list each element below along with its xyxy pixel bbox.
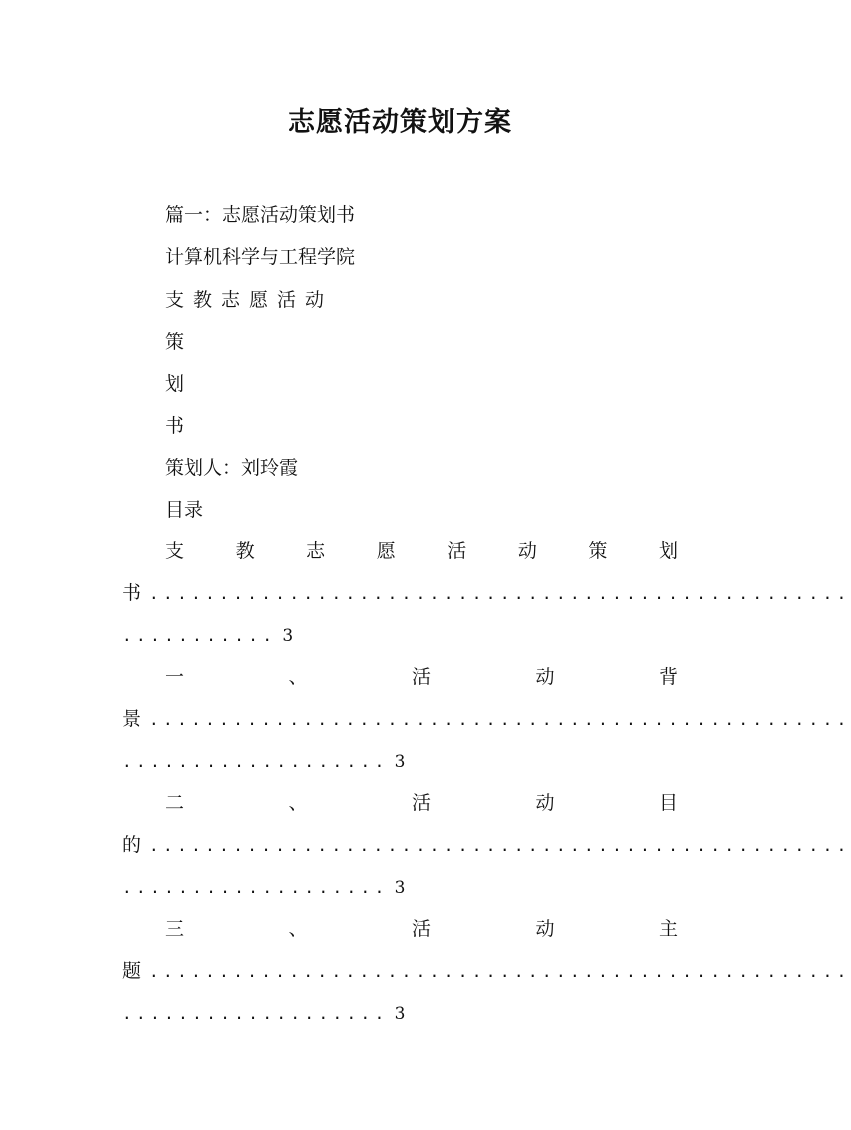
toc-char: 二 bbox=[165, 792, 185, 814]
toc-entry-continuation bbox=[122, 875, 405, 900]
toc-tail-char: 的 bbox=[122, 834, 142, 856]
toc-entry-continuation bbox=[122, 1001, 405, 1026]
toc-dot-leader: ................... bbox=[122, 878, 389, 897]
planner-line: 策划人：刘玲霞 bbox=[165, 457, 299, 479]
toc-dot-leader: .................................................. bbox=[149, 584, 851, 603]
toc-entry-leader bbox=[122, 959, 851, 984]
toc-char: 、 bbox=[288, 666, 308, 688]
subtitle-line: 篇一：志愿活动策划书 bbox=[165, 204, 356, 226]
toc-page-number: 3 bbox=[394, 878, 406, 898]
toc-char: 愿 bbox=[376, 540, 396, 562]
toc-tail-char: 书 bbox=[122, 582, 142, 604]
toc-char: 主 bbox=[658, 918, 678, 940]
toc-char: 动 bbox=[535, 666, 555, 688]
toc-char: 策 bbox=[588, 540, 608, 562]
toc-dot-leader: ................... bbox=[122, 752, 389, 771]
toc-char: 划 bbox=[658, 540, 678, 562]
toc-char: 动 bbox=[517, 540, 537, 562]
toc-dot-leader: .................................................. bbox=[149, 962, 851, 981]
toc-char: 三 bbox=[165, 918, 185, 940]
toc-dot-leader: ................... bbox=[122, 1004, 389, 1023]
toc-char: 、 bbox=[288, 792, 308, 814]
toc-char: 志 bbox=[306, 540, 326, 562]
toc-page-number: 3 bbox=[282, 626, 294, 646]
vertical-char-2: 划 bbox=[165, 373, 185, 395]
toc-char: 活 bbox=[411, 792, 431, 814]
toc-entry-head bbox=[165, 917, 678, 941]
toc-page-number: 3 bbox=[394, 752, 406, 772]
vertical-char-1: 策 bbox=[165, 331, 185, 353]
toc-entry-head bbox=[165, 791, 678, 815]
toc-tail-char: 景 bbox=[122, 708, 142, 730]
toc-entry-continuation bbox=[122, 749, 405, 774]
toc-char: 活 bbox=[447, 540, 467, 562]
toc-tail-char: 题 bbox=[122, 960, 142, 982]
vertical-char-3: 书 bbox=[165, 415, 185, 437]
school-line: 计算机科学与工程学院 bbox=[165, 246, 356, 268]
toc-char: 、 bbox=[288, 918, 308, 940]
toc-char: 目 bbox=[658, 792, 678, 814]
activity-line: 支教志愿活动 bbox=[165, 289, 334, 311]
toc-page-number: 3 bbox=[394, 1004, 406, 1024]
toc-char: 活 bbox=[411, 918, 431, 940]
toc-char: 支 bbox=[165, 540, 185, 562]
toc-entry-leader bbox=[122, 581, 851, 606]
toc-char: 动 bbox=[535, 792, 555, 814]
toc-dot-leader: .................................................. bbox=[149, 710, 851, 729]
toc-heading: 目录 bbox=[165, 499, 204, 521]
toc-entry-head bbox=[165, 665, 678, 689]
toc-char: 教 bbox=[235, 540, 255, 562]
toc-entry-leader bbox=[122, 707, 851, 732]
toc-char: 一 bbox=[165, 666, 185, 688]
toc-entry-head bbox=[165, 539, 678, 563]
toc-entry-leader bbox=[122, 833, 851, 858]
toc-char: 动 bbox=[535, 918, 555, 940]
toc-char: 活 bbox=[411, 666, 431, 688]
toc-dot-leader: ........... bbox=[122, 626, 277, 645]
toc-dot-leader: .................................................. bbox=[149, 836, 851, 855]
toc-entry-continuation bbox=[122, 623, 293, 648]
toc-char: 背 bbox=[658, 666, 678, 688]
document-title: 志愿活动策划方案 bbox=[288, 107, 512, 138]
